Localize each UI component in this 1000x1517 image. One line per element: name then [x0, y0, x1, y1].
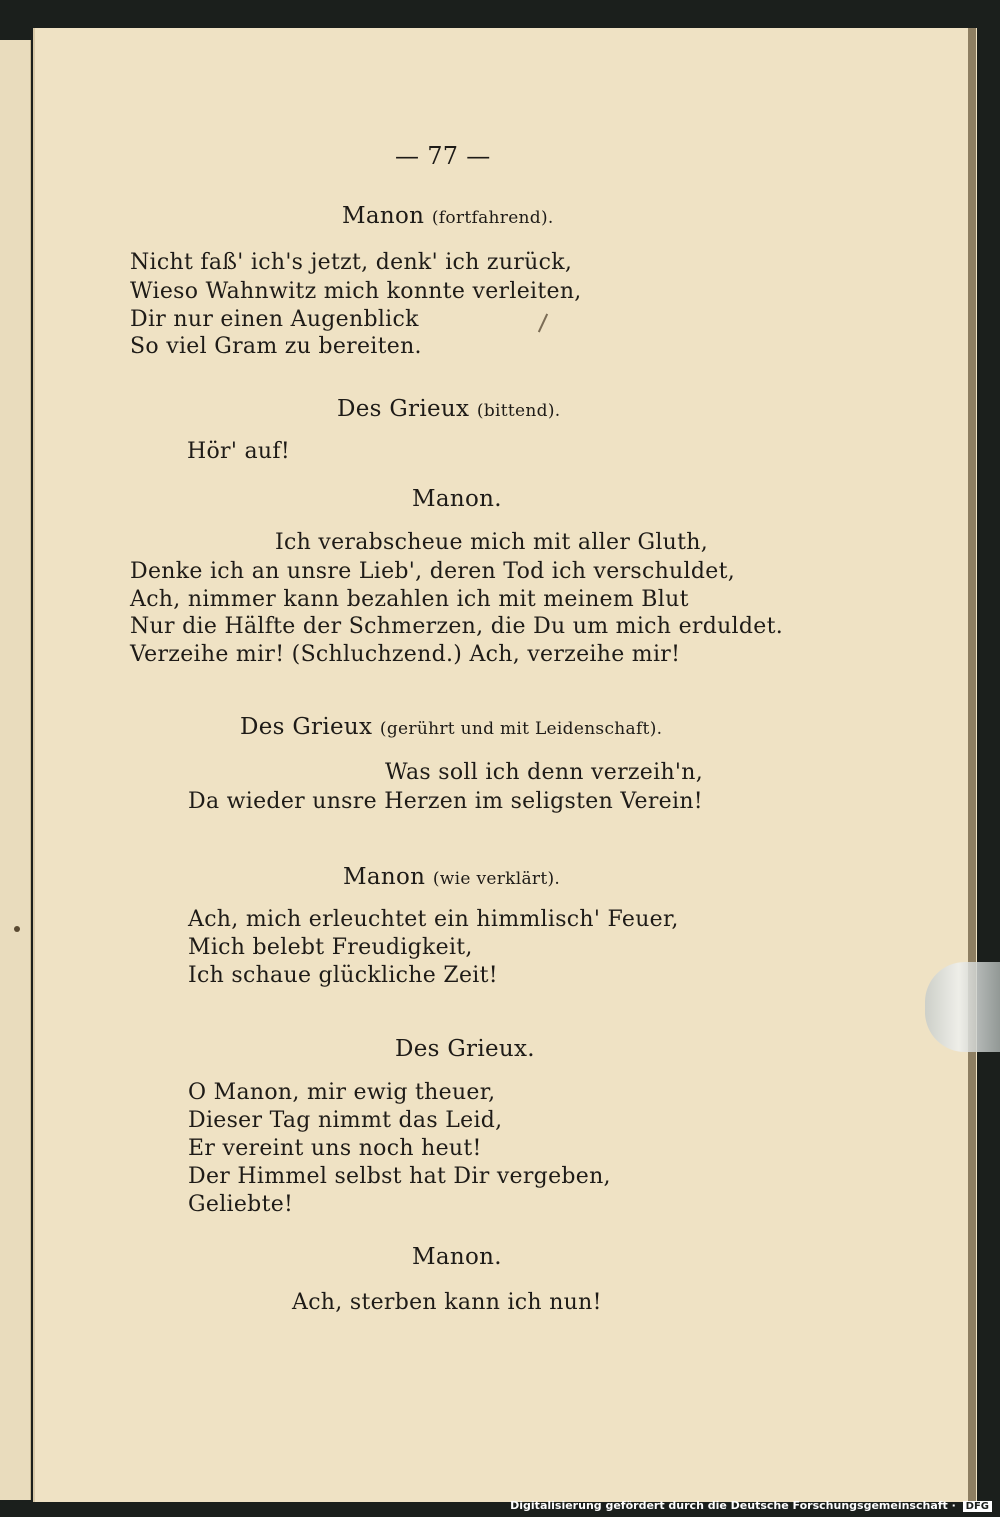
verse-line: Mich belebt Freudigkeit, — [188, 935, 473, 960]
footer-text: Digitalisierung gefördert durch die Deutsche Forschungsgemeinschaft · — [510, 1499, 956, 1512]
verse-line: Dieser Tag nimmt das Leid, — [188, 1108, 503, 1133]
binding-mark — [14, 926, 20, 932]
page-edge — [968, 28, 976, 1502]
verse-line: Denke ich an unsre Lieb', deren Tod ich verschuldet, — [130, 559, 736, 584]
speaker-heading — [240, 714, 662, 740]
verse-line: Verzeihe mir! (Schluchzend.) Ach, verzeihe mir! — [130, 642, 681, 667]
verse-line: Hör' auf! — [187, 439, 290, 464]
stage-direction: (gerührt und mit Leidenschaft). — [379, 719, 663, 739]
footer-credit — [510, 1499, 992, 1512]
verse-line: Dir nur einen Augenblick — [130, 307, 419, 332]
verse-line: Was soll ich denn verzeih'n, — [385, 760, 704, 785]
speaker-name: Des Grieux — [240, 714, 373, 740]
speaker-heading — [412, 1244, 502, 1270]
verse-line: Er vereint uns noch heut! — [188, 1136, 482, 1161]
page-clip — [925, 962, 1000, 1052]
speaker-name: Manon — [343, 864, 426, 890]
speaker-name: Manon. — [412, 1244, 502, 1270]
speaker-heading — [337, 396, 560, 422]
verse-line: Ich verabscheue mich mit aller Gluth, — [275, 530, 709, 555]
verse-line: Ach, mich erleuchtet ein himmlisch' Feuer, — [188, 907, 679, 932]
verse-line: Ach, nimmer kann bezahlen ich mit meinem Blut — [130, 587, 689, 612]
dfg-logo: DFG — [963, 1501, 992, 1512]
speaker-heading — [343, 864, 560, 890]
speaker-name: Des Grieux. — [395, 1036, 535, 1062]
speaker-name: Manon. — [412, 486, 502, 512]
verse-line: Nicht faß' ich's jetzt, denk' ich zurück, — [130, 250, 573, 275]
stage-direction: (fortfahrend). — [431, 208, 554, 228]
speaker-heading — [342, 203, 554, 229]
speaker-name: Des Grieux — [337, 396, 470, 422]
page-number: — 77 — — [395, 142, 491, 170]
verse-line: Wieso Wahnwitz mich konnte verleiten, — [130, 279, 582, 304]
facing-page-edge — [0, 40, 31, 1500]
stage-direction: (wie verklärt). — [432, 869, 561, 889]
verse-line: Da wieder unsre Herzen im seligsten Verein! — [188, 789, 703, 814]
speaker-heading — [412, 486, 502, 512]
verse-line: O Manon, mir ewig theuer, — [188, 1080, 496, 1105]
verse-line: Der Himmel selbst hat Dir vergeben, — [188, 1164, 611, 1189]
verse-line: So viel Gram zu bereiten. — [130, 334, 422, 359]
verse-line: Ich schaue glückliche Zeit! — [188, 963, 498, 988]
verse-line: Geliebte! — [188, 1192, 294, 1217]
speaker-heading — [395, 1036, 535, 1062]
verse-line: Nur die Hälfte der Schmerzen, die Du um mich erduldet. — [130, 614, 784, 639]
speaker-name: Manon — [342, 203, 425, 229]
verse-line: Ach, sterben kann ich nun! — [292, 1290, 602, 1315]
stage-direction: (bittend). — [476, 401, 561, 421]
